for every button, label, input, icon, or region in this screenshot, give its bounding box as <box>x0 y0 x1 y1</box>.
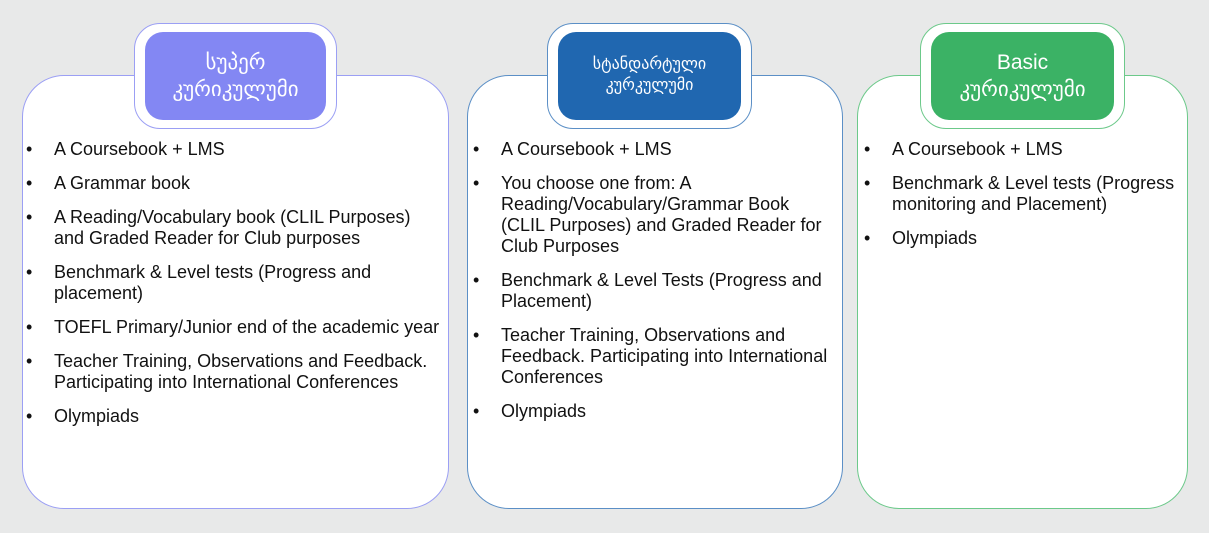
list-item: • Olympiads <box>864 228 978 248</box>
basic-curriculum-list <box>860 139 1180 262</box>
bullet-icon: • <box>473 325 480 345</box>
list-item: • A Reading/Vocabulary book (CLIL Purposes) and Graded Reader for Club purposes <box>26 207 411 248</box>
bullet-icon: • <box>864 139 871 159</box>
bullet-icon: • <box>473 401 480 421</box>
standard-curriculum-list <box>469 139 834 435</box>
bullet-icon: • <box>473 173 480 193</box>
standard-curriculum-title: სტანდარტული კურკულუმი <box>592 56 707 94</box>
bullet-icon: • <box>26 207 33 227</box>
list-item: • Olympiads <box>26 406 140 426</box>
list-item: • A Grammar book <box>26 173 191 193</box>
basic-curriculum-badge <box>931 32 1114 120</box>
bullet-icon: • <box>26 406 33 426</box>
bullet-icon: • <box>26 317 33 337</box>
list-item: • Teacher Training, Observations and Feedback. Participating into International Conferences <box>26 351 428 392</box>
bullet-icon: • <box>473 270 480 290</box>
list-item: • Olympiads <box>473 401 587 421</box>
list-item: • A Coursebook + LMS <box>864 139 1063 159</box>
list-item: • Benchmark & Level tests (Progress monitoring and Placement) <box>864 173 1175 214</box>
bullet-icon: • <box>26 262 33 282</box>
standard-curriculum-badge <box>558 32 741 120</box>
list-item: • A Coursebook + LMS <box>473 139 672 159</box>
bullet-icon: • <box>864 228 871 248</box>
bullet-icon: • <box>473 139 480 159</box>
super-curriculum-list <box>22 139 442 440</box>
list-item: • A Coursebook + LMS <box>26 139 225 159</box>
super-curriculum-title: სუპერ კურიკულუმი <box>172 50 299 101</box>
bullet-icon: • <box>26 139 33 159</box>
bullet-icon: • <box>864 173 871 193</box>
list-item: • Benchmark & Level tests (Progress and placement) <box>26 262 372 303</box>
super-curriculum-badge <box>145 32 326 120</box>
basic-curriculum-title: Basic კურიკულუმი <box>959 50 1086 101</box>
list-item: • You choose one from: A Reading/Vocabulary/Grammar Book (CLIL Purposes) and Graded Reader for Club Purposes <box>473 173 822 256</box>
bullet-icon: • <box>26 173 33 193</box>
list-item: • TOEFL Primary/Junior end of the academic year <box>26 317 440 337</box>
list-item: • Teacher Training, Observations and Feedback. Participating into International Conferences <box>473 325 828 387</box>
list-item: • Benchmark & Level Tests (Progress and Placement) <box>473 270 822 311</box>
bullet-icon: • <box>26 351 33 371</box>
